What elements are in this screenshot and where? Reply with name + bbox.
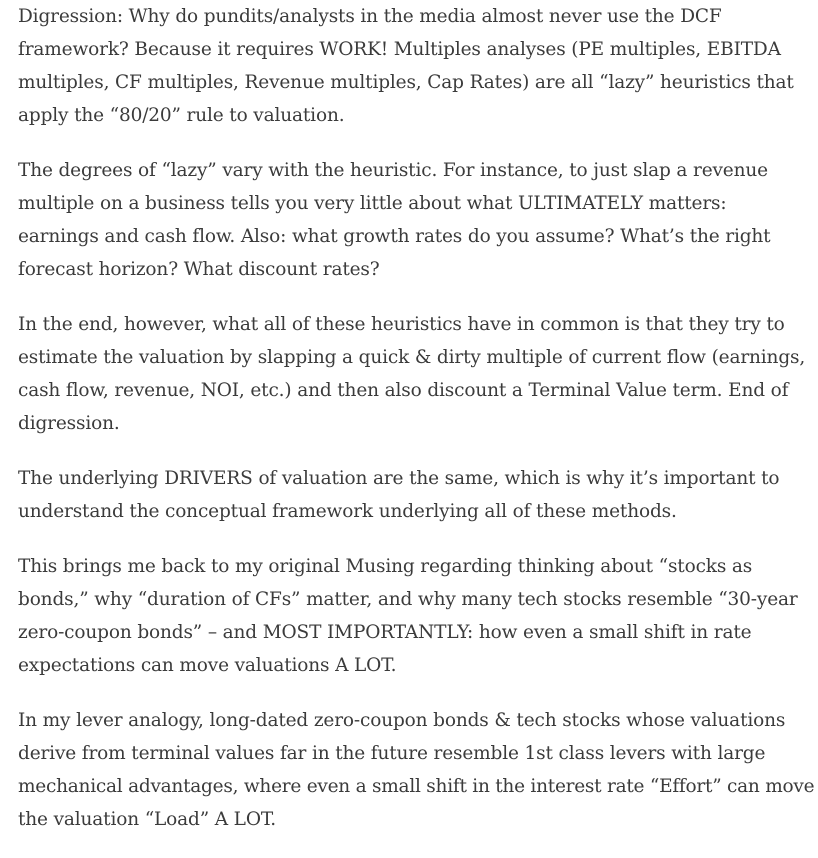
paragraph-lever-analogy (18, 704, 814, 836)
text-line: multiples, CF multiples, Revenue multiples, Cap Rates) are all “lazy” heuristics that (18, 72, 794, 93)
paragraph-lazy-heuristics (18, 154, 814, 286)
text-line: The underlying DRIVERS of valuation are the same, which is why it’s important to (18, 468, 780, 489)
text-line: the valuation “Load” A LOT. (18, 809, 277, 830)
text-line: In my lever analogy, long-dated zero-coupon bonds & tech stocks whose valuations (18, 710, 786, 731)
text-line: bonds,” why “duration of CFs” matter, and why many tech stocks resemble “30-year (18, 589, 798, 610)
text-line: zero-coupon bonds” – and MOST IMPORTANTLY: how even a small shift in rate (18, 622, 752, 643)
text-line: apply the “80/20” rule to valuation. (18, 105, 345, 126)
text-line: understand the conceptual framework underlying all of these methods. (18, 501, 677, 522)
paragraph-stocks-as-bonds (18, 550, 814, 682)
text-line: framework? Because it requires WORK! Multiples analyses (PE multiples, EBITDA (18, 39, 781, 60)
text-line: This brings me back to my original Musing regarding thinking about “stocks as (18, 556, 753, 577)
paragraph-drivers (18, 462, 814, 528)
text-line: mechanical advantages, where even a small shift in the interest rate “Effort” can move (18, 776, 815, 797)
text-line: multiple on a business tells you very little about what ULTIMATELY matters: (18, 193, 727, 214)
text-line: Digression: Why do pundits/analysts in the media almost never use the DCF (18, 6, 722, 27)
text-line: cash flow, revenue, NOI, etc.) and then also discount a Terminal Value term. End of (18, 380, 789, 401)
article-body (18, 0, 814, 858)
text-line: forecast horizon? What discount rates? (18, 259, 380, 280)
paragraph-in-the-end (18, 308, 814, 440)
text-line: The degrees of “lazy” vary with the heuristic. For instance, to just slap a revenue (18, 160, 768, 181)
text-line: earnings and cash flow. Also: what growth rates do you assume? What’s the right (18, 226, 771, 247)
text-line: estimate the valuation by slapping a quick & dirty multiple of current flow (earnings, (18, 347, 806, 368)
text-line: derive from terminal values far in the future resemble 1st class levers with large (18, 743, 766, 764)
text-line: expectations can move valuations A LOT. (18, 655, 397, 676)
text-line: In the end, however, what all of these heuristics have in common is that they try to (18, 314, 785, 335)
paragraph-digression (18, 0, 814, 132)
text-line: digression. (18, 413, 120, 434)
